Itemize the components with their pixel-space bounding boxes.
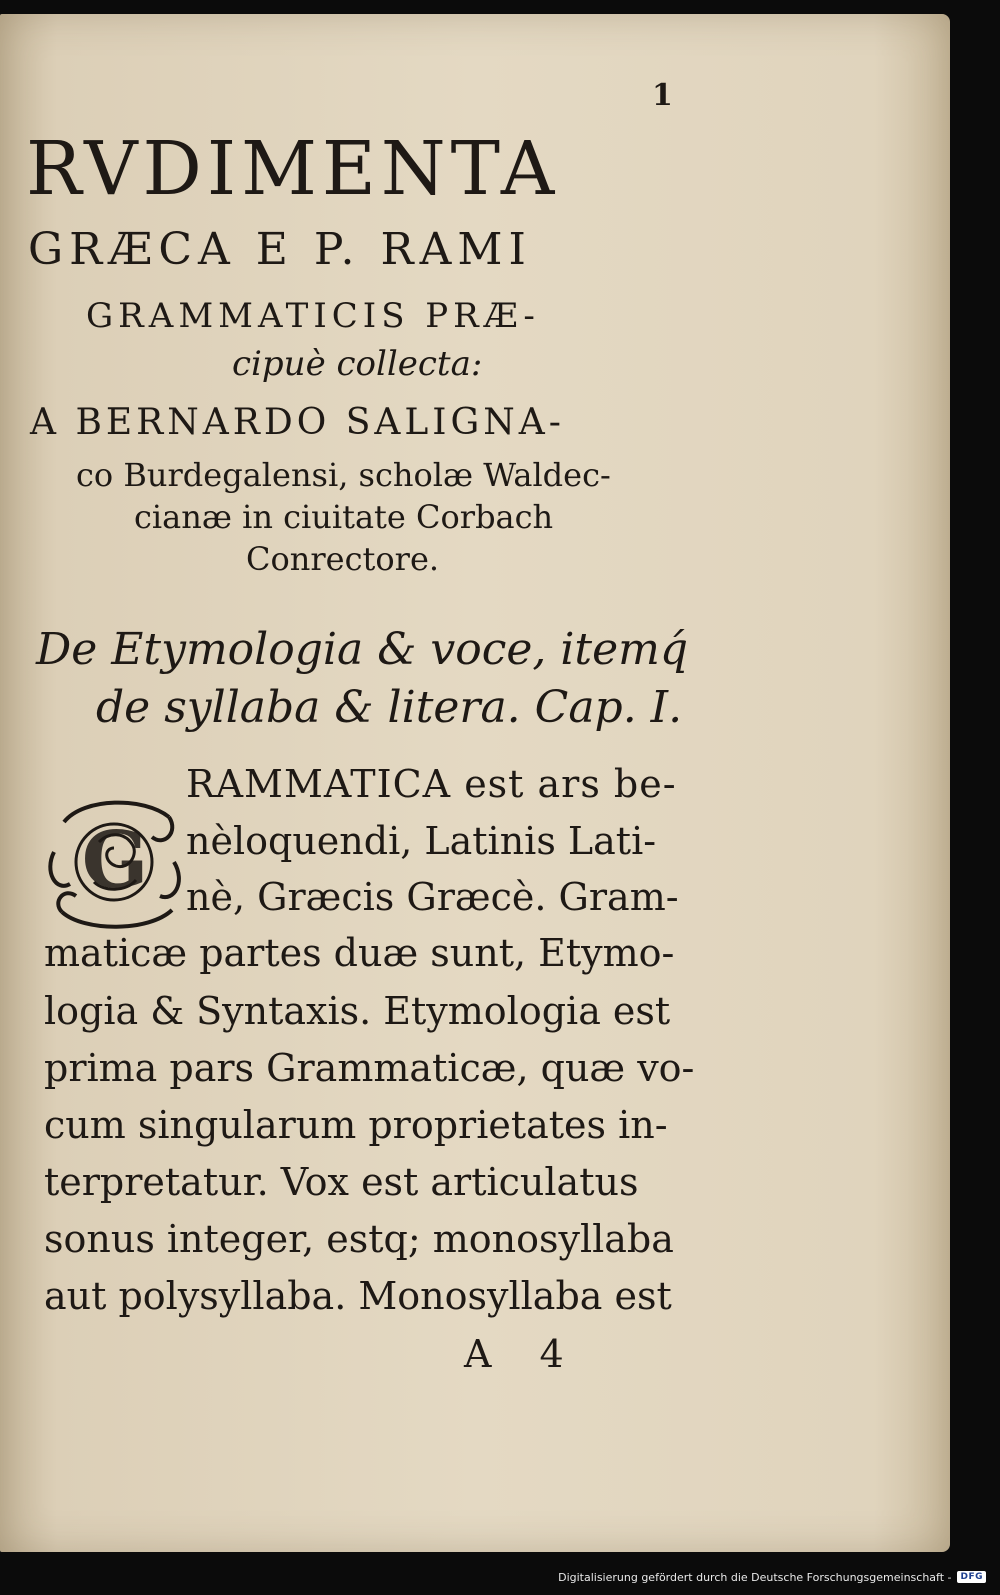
body-line-3: nè, Græcis Græcè. Gram-: [186, 875, 679, 919]
decorated-initial: [44, 792, 186, 934]
title-line-6: co Burdegalensi, scholæ Waldec-: [76, 456, 611, 494]
book-page: [0, 14, 950, 1552]
signature-mark: A 4: [464, 1332, 582, 1376]
title-line-4: cipuè collecta:: [232, 344, 483, 384]
body-line-2: nèloquendi, Latinis Lati-: [186, 819, 657, 863]
body-line-1: RAMMATICA est ars be-: [186, 762, 677, 806]
body-line-5: logia & Syntaxis. Etymologia est: [44, 989, 671, 1033]
title-line-2: GRÆCA E P. RAMI: [28, 224, 532, 275]
body-line-6: prima pars Grammaticæ, quæ vo-: [44, 1046, 695, 1090]
title-line-8: Conrectore.: [246, 540, 440, 578]
digitization-footer: [558, 1567, 986, 1587]
body-line-10: aut polysyllaba. Monosyllaba est: [44, 1274, 672, 1318]
title-line-3: GRAMMATICIS PRÆ-: [86, 296, 540, 336]
title-line-1: RVDIMENTA: [26, 126, 560, 212]
body-line-9: sonus integer, estq; monosyllaba: [44, 1217, 674, 1261]
body-line-7: cum singularum proprietates in-: [44, 1103, 668, 1147]
title-line-5: A BERNARDO SALIGNA-: [30, 402, 565, 443]
body-line-4: maticæ partes duæ sunt, Etymo-: [44, 931, 675, 975]
chapter-heading-line-2: de syllaba & litera. Cap. I.: [96, 682, 683, 733]
initial-letter: G: [81, 815, 149, 906]
chapter-heading-line-1: De Etymologia & voce, itemq́: [36, 624, 689, 675]
footer-text: Digitalisierung gefördert durch die Deutsche Forschungsgemeinschaft -: [558, 1570, 952, 1584]
ornament-icon: [44, 792, 186, 934]
body-line-8: terpretatur. Vox est articulatus: [44, 1160, 639, 1204]
dfg-logo: DFG: [957, 1571, 986, 1583]
title-line-7: cianæ in ciuitate Corbach: [134, 498, 554, 536]
folio-number: 1: [652, 78, 673, 113]
